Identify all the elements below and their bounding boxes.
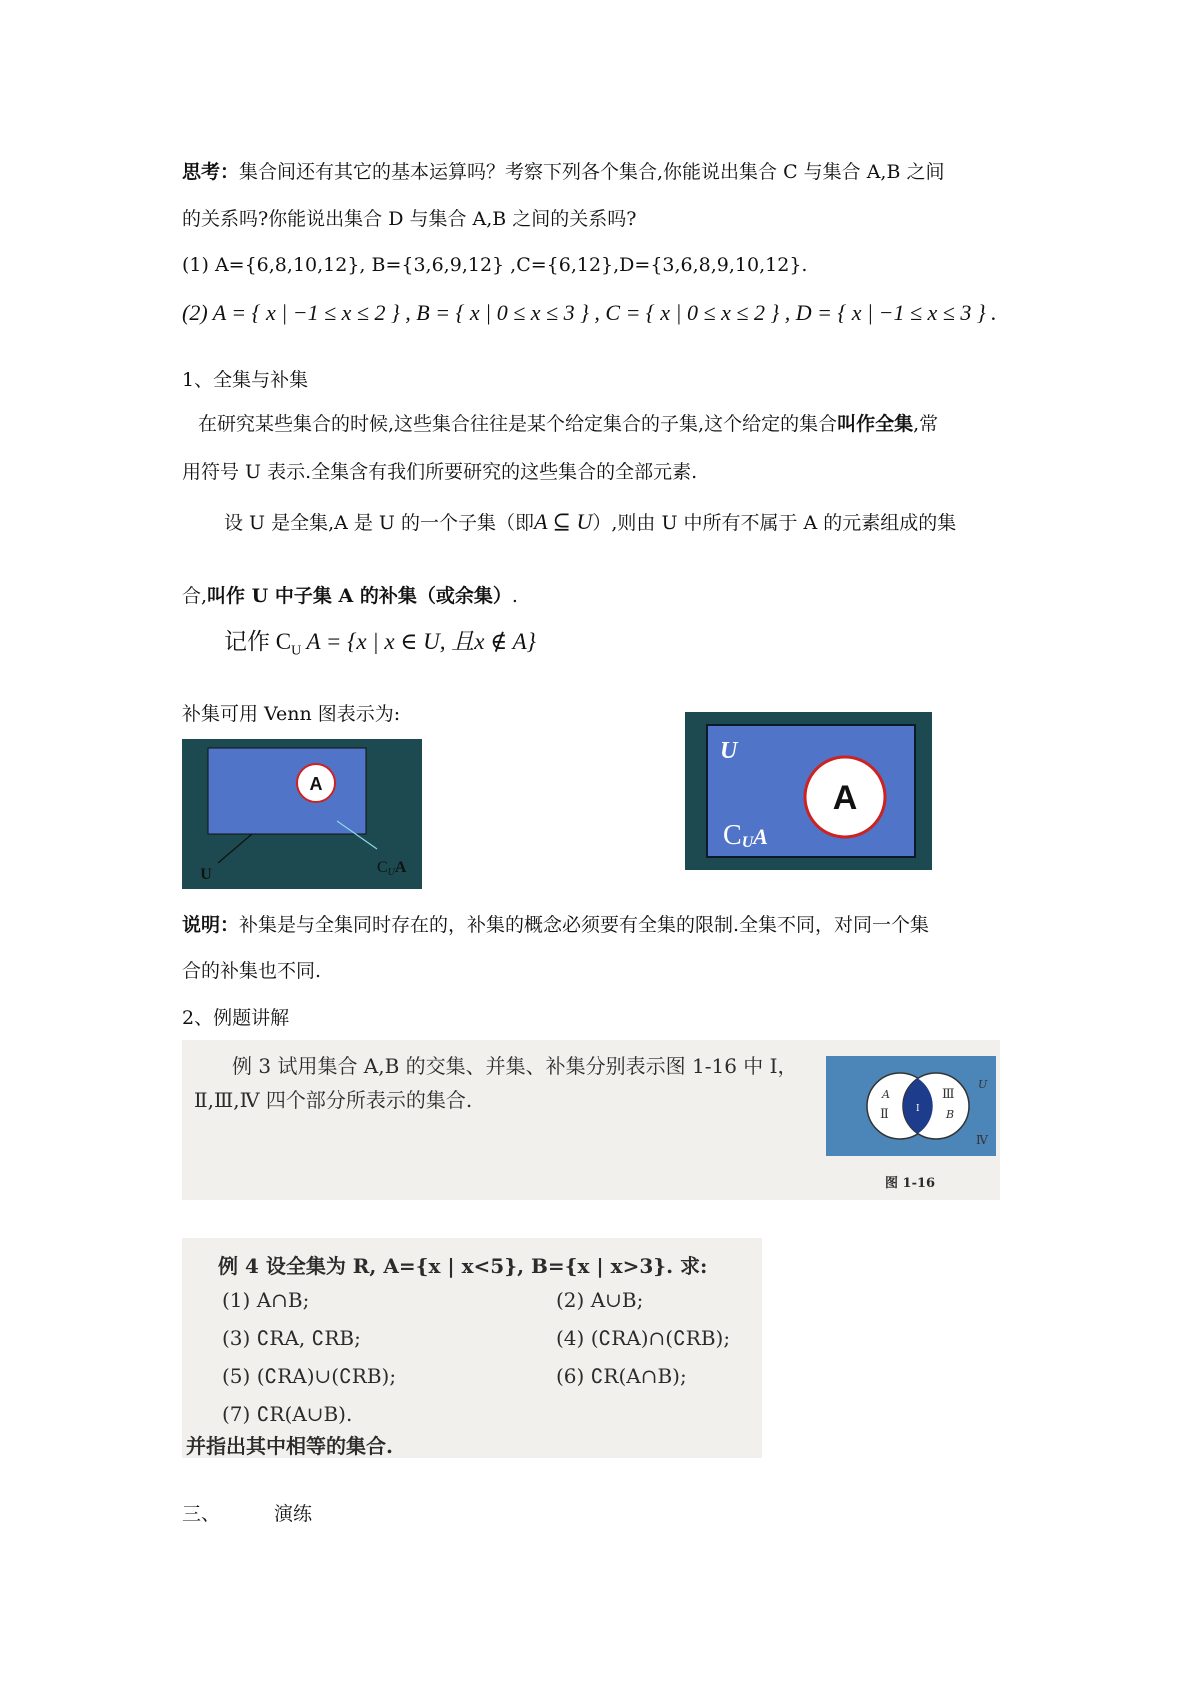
example4-item-4: (4) (∁RA)∩(∁RB); [556,1326,731,1350]
ex3-label-a: A [882,1088,890,1101]
note-text-1: 补集是与全集同时存在的，补集的概念必须要有全集的限制.全集不同，对同一个集 [239,914,930,936]
example4-item-5: (5) (∁RA)∪(∁RB); [222,1364,397,1388]
section1-para1-line1 [198,410,938,438]
ex3-label-b: B [946,1108,955,1121]
thinking-text-1: 集合间还有其它的基本运算吗？考察下列各个集合,你能说出集合 C 与集合 A,B 之间 [239,161,945,183]
example3-fig-caption: 图 1-16 [885,1176,936,1191]
universal-set-term: 叫作全集 [837,413,914,435]
example4-item-7: (7) ∁R(A∪B). [222,1402,353,1426]
set-item-1: (1) A={6,8,10,12}, B={3,6,9,12} ,C={6,12},D={3,6,8,9,10,12}. [182,254,808,276]
note-label: 说明： [182,914,240,936]
para2-line2-a: 合, [182,585,208,607]
note-line-1 [182,911,929,939]
section1-para1-line2: 用符号 U 表示.全集含有我们所要研究的这些集合的全部元素. [182,461,698,483]
note-line-2: 合的补集也不同. [182,960,322,982]
venn-diagram-left [182,739,422,889]
universal-set-rect [208,748,366,834]
para2-text-a: 设 U 是全集,A 是 U 的一个子集（即 [224,512,534,534]
notation-sub: U [291,643,302,659]
cu-a-right: A [753,824,768,849]
example3-scan [182,1040,1000,1200]
section1-para2-line1 [224,508,956,537]
example3-line-1: 例 3 试用集合 A,B 的交集、并集、补集分别表示图 1-16 中 Ⅰ， [232,1054,798,1078]
thinking-label: 思考： [182,161,240,183]
section1-heading: 1、全集与补集 [182,369,309,391]
example4-title: 例 4 设全集为 R, A={x | x<5}, B={x | x>3}. 求: [218,1254,708,1278]
venn-left-svg [182,739,422,889]
complement-notation [224,628,536,666]
ex3-label-iii: Ⅲ [942,1087,955,1102]
example4-scan [182,1238,762,1458]
subset-formula: A ⊆ U [534,509,593,534]
set-item-2: (2) A = { x | −1 ≤ x ≤ 2 } , B = { x | 0 ≤ x ≤ 3 } , C = { x | 0 ≤ x ≤ 2 } , D = { x | −1 ≤ x ≤ 3 } . [182,300,997,325]
ex3-label-ii: Ⅱ [880,1107,889,1122]
venn-diagram-right [685,712,932,870]
cu-sub: U [387,867,395,878]
thinking-line-2: 的关系吗?你能说出集合 D 与集合 A,B 之间的关系吗? [182,208,637,230]
cu-symbol-right: C [723,820,742,851]
ex3-label-i: Ⅰ [916,1104,920,1114]
section3-title: 演练 [274,1503,313,1525]
ex3-label-iv: Ⅳ [976,1133,988,1147]
venn-left-a-label: A [309,774,323,794]
venn-intro: 补集可用 Venn 图表示为: [182,703,401,725]
cu-a: A [394,859,407,876]
section3-heading [182,1500,312,1528]
section2-heading: 2、例题讲解 [182,1007,290,1029]
ex3-label-u: U [978,1078,988,1091]
thinking-line-1 [182,158,944,186]
example4-item-1: (1) A∩B; [222,1288,310,1312]
cu-sub-right: U [741,834,754,851]
para2-text-b: ）,则由 U 中所有不属于 A 的元素组成的集 [592,512,957,534]
example3-figure [826,1056,996,1156]
para1-text: 在研究某些集合的时候,这些集合往往是某个给定集合的子集,这个给定的集合 [198,413,838,435]
venn-right-svg [685,712,932,870]
notation-prefix: 记作 C [224,629,292,654]
venn-left-u-label: U [200,866,212,883]
cu-symbol: C [377,859,388,876]
example4-item-6: (6) ∁R(A∩B); [556,1364,687,1388]
section3-num: 三、 [182,1503,221,1525]
example4-item-3: (3) ∁RA, ∁RB; [222,1326,361,1350]
venn-right-u-label: U [720,738,738,764]
example4-item-2: (2) A∪B; [556,1288,644,1312]
complement-definition: 叫作 U 中子集 A 的补集（或余集） [207,585,512,607]
section1-para2-line2 [182,582,518,610]
para1-text-end: ,常 [913,413,939,435]
example4-last: 并指出其中相等的集合. [186,1434,393,1458]
venn-right-a-label: A [832,779,858,817]
para2-line2-end: . [511,585,518,607]
notation-set: A = {x | x ∈ U, 且x ∉ A} [301,629,536,654]
example3-line-2: Ⅱ,Ⅲ,Ⅳ 四个部分所表示的集合. [194,1088,473,1112]
